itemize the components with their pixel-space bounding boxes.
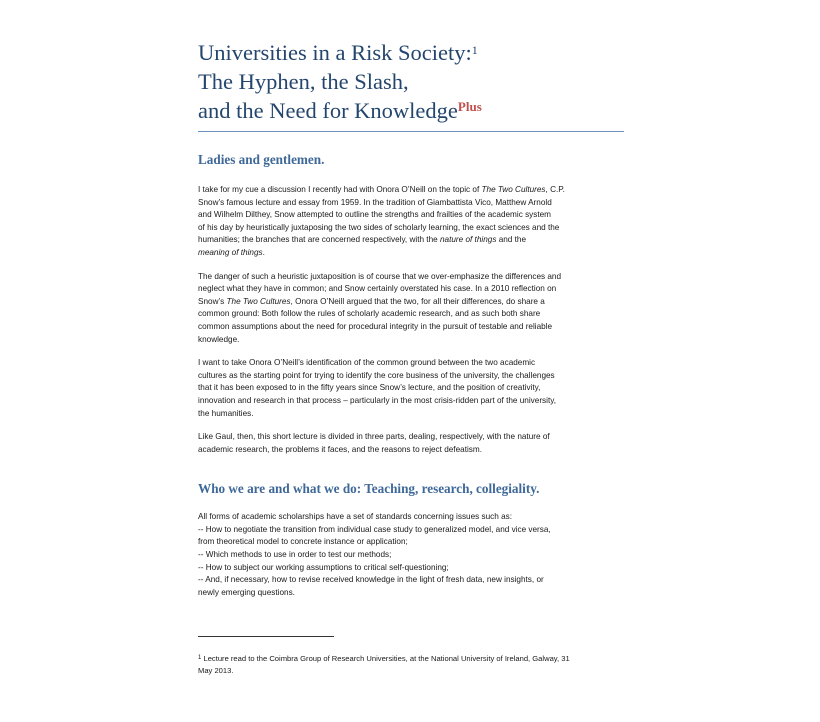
paragraph-line: common assumptions about the need for procedural integrity in the pursuit of testable and reliable [198, 321, 553, 331]
title-line-3-text: and the Need for Knowledge [198, 98, 458, 123]
paragraph-line: neglect what they have in common; and Snow certainly overstated his case. In a 2010 reflection on [198, 284, 557, 294]
section-heading-opening: Ladies and gentlemen. [198, 152, 325, 167]
paragraph-line: that it has been exposed to in the fifty years since Snow’s lecture, and the position of creativity, [198, 383, 541, 393]
title-underline [198, 131, 624, 132]
title-footnote-mark[interactable]: 1 [471, 43, 478, 57]
paragraph-line: and Wilhelm Dilthey, Snow attempted to outline the strengths and frailties of the academic system [198, 210, 551, 220]
list-item-continuation: from theoretical model to concrete instance or application; [198, 537, 408, 547]
paragraph-line: innovation and research in that process – particularly in the most crisis-ridden part of the university, [198, 395, 556, 405]
paragraph-line: academic research, the problems it faces, and the reasons to reject defeatism. [198, 444, 482, 454]
title-line-1 [198, 38, 624, 67]
list-item: -- And, if necessary, how to revise received knowledge in the light of fresh data, new insights, or [198, 575, 544, 585]
footnote-mark: 1 [198, 655, 202, 662]
paragraph-line: the humanities. [198, 408, 254, 418]
list-item: -- Which methods to use in order to test our methods; [198, 550, 392, 560]
title-line-1-text: Universities in a Risk Society: [198, 40, 472, 65]
paragraph [198, 184, 624, 260]
document-page [198, 38, 624, 677]
title-line-2: The Hyphen, the Slash, [198, 69, 409, 94]
paragraph-line: of his day by heuristically juxtaposing the two sides of scholarly learning, the exact sciences and the [198, 222, 560, 232]
list-item: -- How to subject our working assumptions to critical self-questioning; [198, 562, 449, 572]
paragraph-line: common ground: Both follow the rules of scholarly academic research, and as such both share [198, 309, 541, 319]
footnote-line-2: May 2013. [198, 666, 234, 676]
paragraph [198, 271, 624, 347]
paragraph [198, 431, 624, 456]
paragraph-line: Snow’s The Two Cultures, Onora O’Neill argued that the two, for all their differences, do share a [198, 296, 545, 306]
footnote [198, 653, 624, 677]
paragraph-line: Snow’s famous lecture and essay from 1959. In the tradition of Giambattista Vico, Matthew Arnold [198, 197, 552, 207]
title-plus-superscript: Plus [457, 99, 482, 114]
footnote-line-1 [198, 653, 624, 665]
paragraph-line: I take for my cue a discussion I recently had with Onora O’Neill on the topic of The Two Cultures, C.P. [198, 185, 565, 194]
paragraph [198, 357, 624, 420]
document-title [198, 38, 624, 125]
paragraph-list [198, 511, 624, 599]
paragraph-line: The danger of such a heuristic juxtaposition is of course that we over-emphasize the differences and [198, 271, 562, 281]
paragraph-line: knowledge. [198, 334, 240, 344]
paragraph-line: Like Gaul, then, this short lecture is divided in three parts, dealing, respectively, with the nature of [198, 432, 550, 442]
paragraph-line: I want to take Onora O’Neill’s identification of the common ground between the two academic [198, 358, 536, 368]
list-item: -- How to negotiate the transition from individual case study to generalized model, and vice versa, [198, 524, 551, 534]
title-line-3 [198, 96, 624, 125]
paragraph-line: cultures as the starting point for trying to identify the core business of the university, the challenges [198, 370, 555, 380]
paragraph-line: All forms of academic scholarships have a set of standards concerning issues such as: [198, 512, 513, 522]
paragraph-line: humanities; the branches that are concerned respectively, with the nature of things and the [198, 235, 527, 245]
list-item-continuation: newly emerging questions. [198, 587, 295, 597]
section-heading-who-we-are: Who we are and what we do: Teaching, research, collegiality. [198, 481, 540, 497]
paragraph-line: meaning of things. [198, 247, 265, 257]
footnote-text: Lecture read to the Coimbra Group of Research Universities, at the National University of Ireland, Galway, 31 [203, 654, 570, 664]
footnote-separator [198, 636, 334, 637]
